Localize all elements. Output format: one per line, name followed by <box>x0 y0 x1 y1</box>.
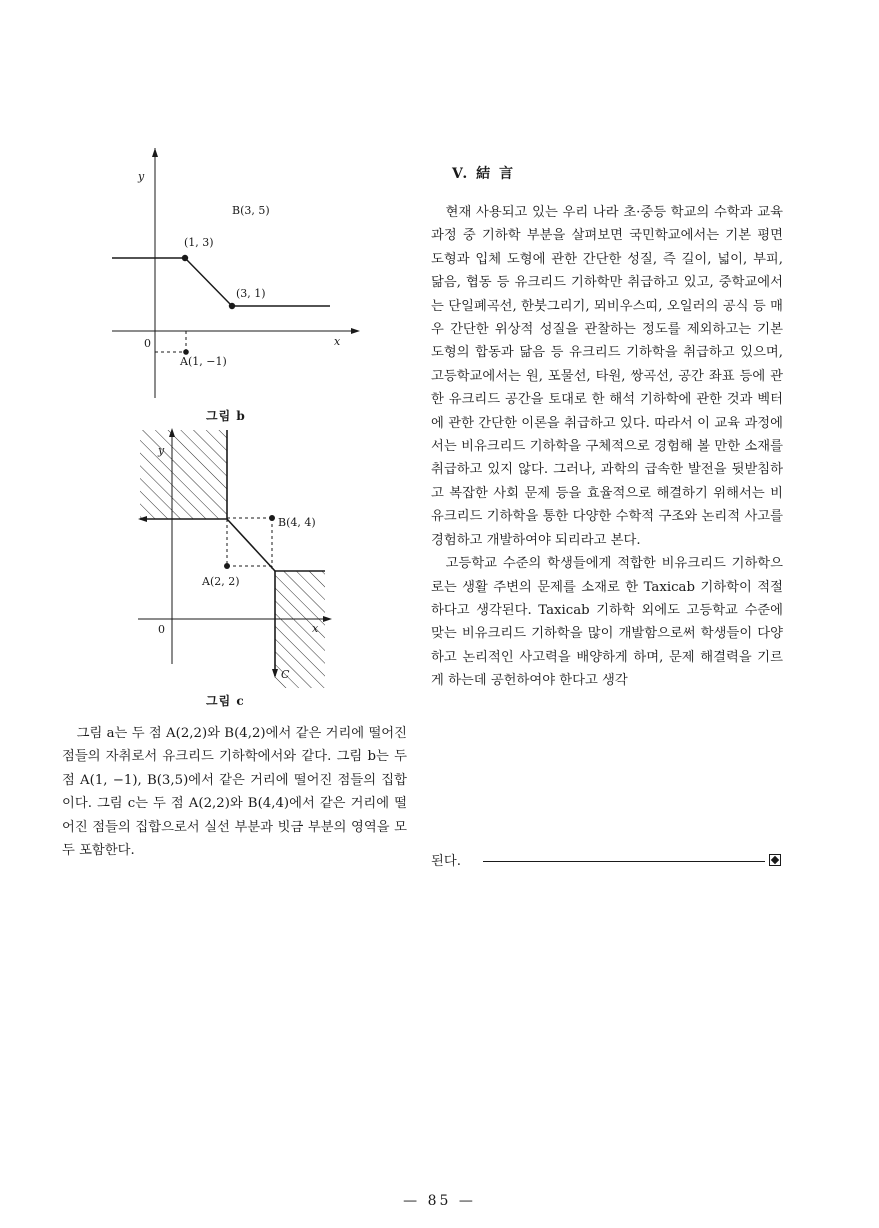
fig-b-point-a-label: A(1, −1) <box>180 355 227 368</box>
fig-b-point-a-dot <box>183 349 189 355</box>
fig-c-axis-y-label: y <box>158 444 165 457</box>
fig-b-corner-2-dot <box>229 303 235 309</box>
fig-b-axis-y-label: y <box>138 170 145 183</box>
fig-b-origin-label: 0 <box>144 337 151 350</box>
fig-c-origin-label: 0 <box>158 623 165 636</box>
fig-b-y-arrow <box>152 148 158 157</box>
fig-b-point-b-label: B(3, 5) <box>232 204 270 217</box>
fig-b-axis-x-label: x <box>334 335 341 348</box>
ending-line <box>431 850 783 872</box>
page-number: — 85 — <box>403 1193 476 1209</box>
left-column <box>62 722 407 862</box>
ending-word: 된다. <box>431 854 461 869</box>
fig-c-hatch-upper-region <box>140 430 227 519</box>
end-rule <box>483 861 765 862</box>
section-title: V. 結 言 <box>452 166 516 182</box>
figure-c-caption: 그림 c <box>206 694 245 708</box>
fig-b-x-arrow <box>351 328 360 334</box>
conclusion-paragraph-2: 고등학교 수준의 학생들에게 적합한 비유크리드 기하학으로는 생활 주변의 문제를 소재로 한 Taxicab 기하학이 적절하다고 생각된다. Taxicab 기하학 외에도 고등학교 수준에 맞는 비유크리드 기하학을 많이 개발함으로써 학생들이 다양하고 논리적인 사고력을 배양하게 하며, 문제 해결력을 기르게 하는데 공헌하여야 한다고 생각 <box>431 556 783 689</box>
fig-c-diagonal <box>227 519 275 571</box>
figure-b <box>100 148 390 403</box>
fig-c-point-a-dot <box>224 563 230 569</box>
fig-b-corner-1-label: (1, 3) <box>184 236 214 249</box>
right-column <box>431 201 783 693</box>
fig-c-point-b-label: B(4, 4) <box>278 516 316 529</box>
conclusion-paragraph-1: 현재 사용되고 있는 우리 나라 초·중등 학교의 수학과 교육 과정 중 기하학 부분을 살펴보면 국민학교에서는 기본 평면 도형과 입체 도형에 관한 간단한 성질, 즉 길이, 넓이, 부피, 닮음, 협동 등 유크리드 기하학만 취급하고 있고, 중학교에서는 단일폐곡선, 한붓그리기, 뫼비우스띠, 오일러의 공식 등 매우 간단한 위상적 성질을 관찰하는 정도를 제외하고는 기본 도형의 합동과 닮음 등 유크리드 기하학을 취급하고 있으며, 고등학교에서는 원, 포물선, 타원, 쌍곡선, 공간 좌표 등에 관한 유크리드 공간을 토대로 한 해석 기하학에 관한 것과 벡터에 관한 간단한 이론을 취급하고 있다. 따라서 이 교육 과정에서는 비유크리드 기하학을 구체적으로 경험해 볼 만한 소재를 취급하고 있지 않다. 그러나, 과학의 급속한 발전을 뒷받침하고 복잡한 사회 문제 등을 효율적으로 해결하기 위해서는 비유크리드 기하학을 통한 다양한 수학적 구조와 논리적 사고를 경험하고 개발하여야 되리라고 본다. <box>431 205 783 548</box>
fig-c-point-a-label: A(2, 2) <box>202 575 240 588</box>
fig-b-locus-line <box>112 258 330 306</box>
left-paragraph: 그림 a는 두 점 A(2,2)와 B(4,2)에서 같은 거리에 떨어진 점들의 자취로서 유크리드 기하학에서와 같다. 그림 b는 두 점 A(1, −1), B(3,5)에서 같은 거리에 떨어진 점들의 집합이다. 그림 c는 두 점 A(2,2)와 B(4,4)에서 같은 거리에 떨어진 점들의 집합으로서 실선 부분과 빗금 부분의 영역을 모두 포함한다. <box>62 726 407 859</box>
fig-c-axis-x-label: x <box>312 622 319 635</box>
fig-b-corner-1-dot <box>182 255 188 261</box>
fig-c-point-b-dot <box>269 515 275 521</box>
fig-c-x-arrow <box>323 616 332 622</box>
figure-c <box>100 426 350 688</box>
figure-b-caption: 그림 b <box>206 409 246 423</box>
fig-b-corner-2-label: (3, 1) <box>236 287 266 300</box>
end-diamond-icon <box>769 854 781 866</box>
fig-c-label-c: C <box>281 668 290 681</box>
